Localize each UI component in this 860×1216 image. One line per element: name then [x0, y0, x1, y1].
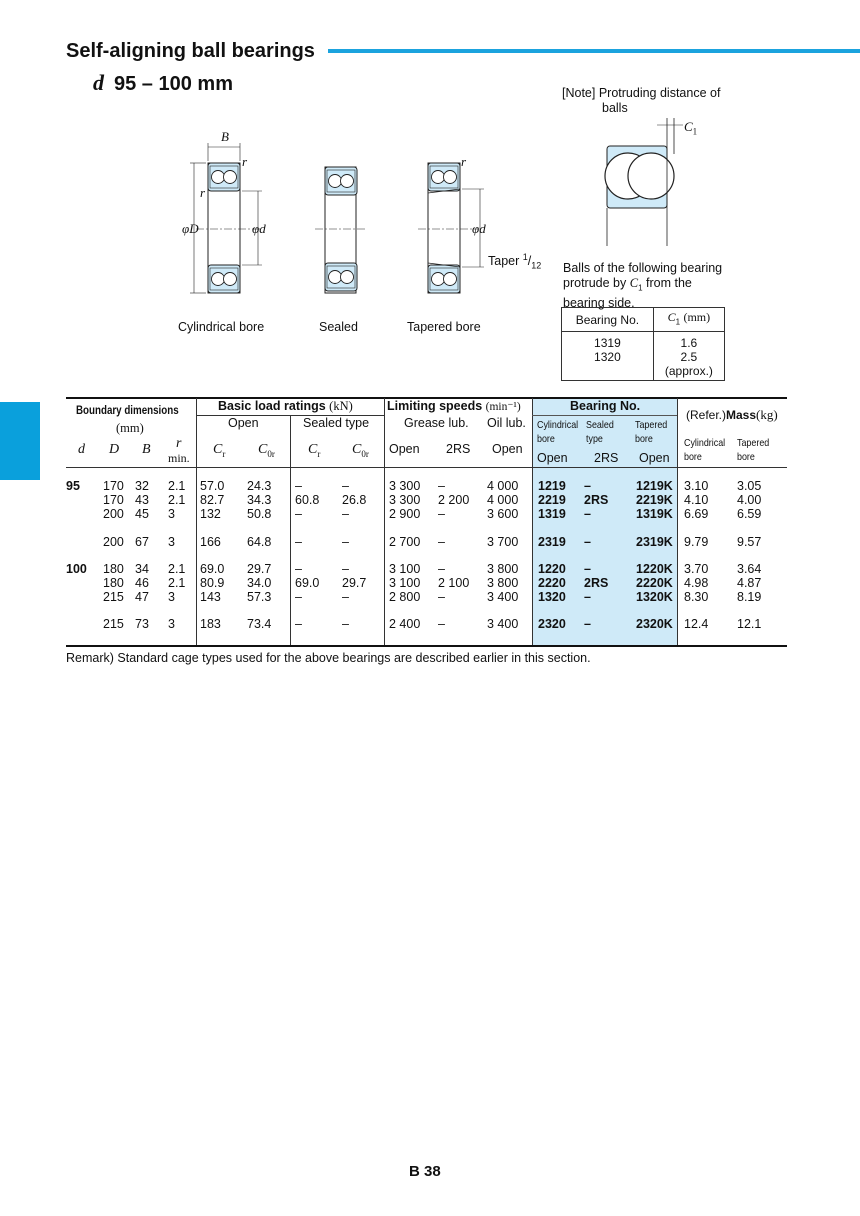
- cell-m-tap: 6.59: [737, 507, 762, 521]
- header-r: r: [176, 436, 182, 451]
- cell-cr: 143: [200, 590, 221, 604]
- cell-m-tap: 9.57: [737, 535, 762, 549]
- cell-D: 215: [103, 590, 124, 604]
- cell-B: 32: [135, 479, 149, 493]
- cell-cr: 82.7: [200, 493, 225, 507]
- protrusion-c1-1: 1.6: [653, 332, 724, 351]
- cell-scr: –: [295, 562, 302, 576]
- cell-sc0r: –: [342, 590, 349, 604]
- cell-b-seal: –: [584, 617, 591, 631]
- cell-cr: 57.0: [200, 479, 225, 493]
- cell-m-cyl: 4.10: [684, 493, 709, 507]
- table-row: [0, 617, 860, 631]
- subtitle-range: 95 – 100 mm: [114, 73, 233, 95]
- table-row: [0, 507, 860, 521]
- dim-D-label: φD: [182, 221, 199, 236]
- cell-m-cyl: 6.69: [684, 507, 709, 521]
- header-b-open-tapered: Open: [639, 451, 670, 465]
- protrusion-table: [561, 307, 725, 381]
- dim-d-label-tapered: φd: [472, 221, 486, 236]
- cell-b-cyl: 1320: [538, 590, 566, 604]
- cell-b-tap: 1220K: [636, 562, 673, 576]
- protrusion-header-c1: $C_1$ (mm): [653, 308, 724, 332]
- header-load-open: Open: [228, 416, 259, 430]
- cell-m-cyl: 4.98: [684, 576, 709, 590]
- header-b-open: Open: [537, 451, 568, 465]
- cell-scr: –: [295, 590, 302, 604]
- cell-scr: –: [295, 507, 302, 521]
- header-oil: Oil lub.: [487, 416, 526, 430]
- cell-b-cyl: 2219: [538, 493, 566, 507]
- cell-m-tap: 3.64: [737, 562, 762, 576]
- cell-b-seal: –: [584, 562, 591, 576]
- cell-scr: –: [295, 617, 302, 631]
- cell-c0r: 73.4: [247, 617, 272, 631]
- cell-r: 2.1: [168, 562, 186, 576]
- dim-B-label: B: [221, 129, 229, 144]
- header-speed-open-oil: Open: [492, 442, 523, 456]
- cell-g-2rs: –: [438, 617, 445, 631]
- table-row: [0, 590, 860, 604]
- cell-B: 43: [135, 493, 149, 507]
- caption-cylindrical-bore: Cylindrical bore: [178, 320, 265, 334]
- cell-oil: 3 800: [487, 576, 519, 590]
- cell-b-tap: 1320K: [636, 590, 673, 604]
- cell-b-cyl: 2320: [538, 617, 566, 631]
- cell-b-seal: 2RS: [584, 576, 609, 590]
- cell-cr: 69.0: [200, 562, 225, 576]
- cell-g-2rs: –: [438, 562, 445, 576]
- header-m-tap: Tapered bore: [737, 437, 770, 463]
- protrusion-bearing-1: 1319: [594, 336, 621, 351]
- header-limiting-speeds: Limiting speeds (min⁻¹): [387, 399, 521, 413]
- cell-oil: 3 400: [487, 617, 519, 631]
- protrusion-c1-2: 2.5: [653, 350, 724, 364]
- cell-g-open: 3 300: [389, 479, 421, 493]
- caption-tapered-bore: Tapered bore: [407, 320, 481, 334]
- cell-b-tap: 2220K: [636, 576, 673, 590]
- page-number: B 38: [409, 1163, 441, 1180]
- cell-scr: 60.8: [295, 493, 320, 507]
- cell-g-open: 2 400: [389, 617, 421, 631]
- cell-b-cyl: 1220: [538, 562, 566, 576]
- subtitle-symbol: d: [93, 70, 104, 95]
- cell-m-cyl: 3.10: [684, 479, 709, 493]
- cell-b-seal: –: [584, 590, 591, 604]
- cell-sc0r: –: [342, 507, 349, 521]
- cell-sc0r: 29.7: [342, 576, 367, 590]
- cell-m-cyl: 12.4: [684, 617, 709, 631]
- cell-g-2rs: –: [438, 535, 445, 549]
- header-B: B: [142, 442, 151, 457]
- cell-cr: 132: [200, 507, 221, 521]
- cell-r: 3: [168, 507, 175, 521]
- cell-sc0r: –: [342, 479, 349, 493]
- cell-c0r: 24.3: [247, 479, 272, 493]
- cell-g-2rs: –: [438, 590, 445, 604]
- cell-oil: 3 800: [487, 562, 519, 576]
- cell-g-open: 3 100: [389, 562, 421, 576]
- cell-r: 3: [168, 617, 175, 631]
- header-D: D: [109, 442, 120, 457]
- cell-b-tap: 1319K: [636, 507, 673, 521]
- cell-m-cyl: 9.79: [684, 535, 709, 549]
- cell-D: 200: [103, 535, 124, 549]
- cell-D: 200: [103, 507, 124, 521]
- header-b-cyl: Cylindrical bore: [537, 419, 579, 445]
- cell-r: 3: [168, 590, 175, 604]
- cell-g-open: 3 100: [389, 576, 421, 590]
- cell-g-2rs: –: [438, 479, 445, 493]
- header-speed-2rs: 2RS: [446, 442, 471, 456]
- cell-scr: –: [295, 479, 302, 493]
- header-load-ratings: Basic load ratings (kN): [218, 399, 353, 413]
- cell-cr: 166: [200, 535, 221, 549]
- header-boundary: Boundary dimensions: [76, 405, 179, 417]
- remark: Remark) Standard cage types used for the above bearings are described earlier in this section.: [66, 651, 591, 665]
- cell-g-2rs: 2 100: [438, 576, 470, 590]
- cell-oil: 3 400: [487, 590, 519, 604]
- note-heading: [Note] Protruding distance of balls: [562, 86, 721, 115]
- table-bottom-rule: [66, 645, 787, 647]
- cell-b-cyl: 1319: [538, 507, 566, 521]
- cell-r: 2.1: [168, 493, 186, 507]
- table-row: [0, 479, 860, 493]
- cell-b-tap: 2319K: [636, 535, 673, 549]
- cell-d: 95: [66, 479, 80, 493]
- header-rmin: min.: [168, 451, 190, 465]
- cell-oil: 4 000: [487, 479, 519, 493]
- cell-b-seal: 2RS: [584, 493, 609, 507]
- cell-m-tap: 4.87: [737, 576, 762, 590]
- cylindrical-bore-drawing: [190, 143, 262, 293]
- cell-B: 34: [135, 562, 149, 576]
- table-header-rule: [66, 467, 787, 468]
- cell-D: 215: [103, 617, 124, 631]
- header-bearing-no: Bearing No.: [570, 399, 641, 413]
- header-b-sealed: Sealed type: [586, 419, 614, 445]
- dim-r-label-top: r: [242, 154, 248, 169]
- cell-oil: 3 700: [487, 535, 519, 549]
- cell-B: 73: [135, 617, 149, 631]
- cell-B: 46: [135, 576, 149, 590]
- cell-r: 2.1: [168, 576, 186, 590]
- cell-b-seal: –: [584, 507, 591, 521]
- cell-g-2rs: –: [438, 507, 445, 521]
- page-subtitle: [93, 70, 233, 96]
- table-row: [0, 493, 860, 507]
- cell-b-tap: 1219K: [636, 479, 673, 493]
- title-rule: [328, 49, 860, 53]
- cell-cr: 183: [200, 617, 221, 631]
- cell-r: 3: [168, 535, 175, 549]
- page-title: Self-aligning ball bearings: [66, 40, 315, 62]
- cell-m-tap: 3.05: [737, 479, 762, 493]
- cell-g-open: 3 300: [389, 493, 421, 507]
- header-cr-open: $C_r$: [213, 442, 226, 459]
- cell-sc0r: 26.8: [342, 493, 367, 507]
- table-row: [0, 576, 860, 590]
- cell-m-cyl: 8.30: [684, 590, 709, 604]
- header-b-tapered: Tapered bore: [635, 419, 668, 445]
- header-mass: (Refer.)Mass(kg): [686, 407, 778, 422]
- cell-c0r: 57.3: [247, 590, 272, 604]
- cell-B: 45: [135, 507, 149, 521]
- cell-c0r: 29.7: [247, 562, 272, 576]
- cell-B: 67: [135, 535, 149, 549]
- cell-D: 170: [103, 479, 124, 493]
- cell-c0r: 34.3: [247, 493, 272, 507]
- cell-m-tap: 12.1: [737, 617, 762, 631]
- header-boundary-unit: (mm): [116, 421, 144, 435]
- header-speed-open: Open: [389, 442, 420, 456]
- cell-b-seal: –: [584, 535, 591, 549]
- cell-cr: 80.9: [200, 576, 225, 590]
- cell-b-cyl: 2220: [538, 576, 566, 590]
- section-side-tab: [0, 402, 40, 480]
- cell-b-seal: –: [584, 479, 591, 493]
- bearing-drawings: [170, 125, 560, 310]
- c1-dim-label: $C_1$: [684, 119, 698, 137]
- cell-g-open: 2 800: [389, 590, 421, 604]
- header-cr-sealed: $C_r$: [308, 442, 321, 459]
- protrusion-bearing-2: 1320: [594, 350, 621, 365]
- cell-oil: 3 600: [487, 507, 519, 521]
- cell-g-open: 2 700: [389, 535, 421, 549]
- dim-r-label-side: r: [200, 185, 206, 200]
- cell-c0r: 64.8: [247, 535, 272, 549]
- cell-b-cyl: 1219: [538, 479, 566, 493]
- cell-scr: –: [295, 535, 302, 549]
- header-load-sealed: Sealed type: [303, 416, 370, 430]
- header-c0r-open: $C_{0r}$: [258, 442, 275, 459]
- cell-m-tap: 8.19: [737, 590, 762, 604]
- cell-sc0r: –: [342, 617, 349, 631]
- header-c0r-sealed: $C_{0r}$: [352, 442, 369, 459]
- dim-r-label-tapered: r: [461, 154, 467, 169]
- cell-b-tap: 2219K: [636, 493, 673, 507]
- cell-B: 47: [135, 590, 149, 604]
- cell-scr: 69.0: [295, 576, 320, 590]
- protrusion-drawing: [595, 118, 705, 248]
- cell-m-cyl: 3.70: [684, 562, 709, 576]
- caption-sealed: Sealed: [319, 320, 358, 334]
- dim-d-label: φd: [252, 221, 266, 236]
- header-m-cyl: Cylindrical bore: [684, 437, 726, 463]
- cell-m-tap: 4.00: [737, 493, 762, 507]
- cell-D: 170: [103, 493, 124, 507]
- cell-sc0r: –: [342, 562, 349, 576]
- cell-c0r: 34.0: [247, 576, 272, 590]
- cell-b-cyl: 2319: [538, 535, 566, 549]
- taper-label: Taper $^1/_{12}$: [488, 252, 542, 271]
- cell-b-tap: 2320K: [636, 617, 673, 631]
- sealed-drawing: [315, 167, 366, 293]
- cell-D: 180: [103, 576, 124, 590]
- cell-r: 2.1: [168, 479, 186, 493]
- protrusion-approx: (approx.): [653, 364, 724, 381]
- cell-g-2rs: 2 200: [438, 493, 470, 507]
- protrusion-header-bearing: Bearing No.: [562, 308, 654, 332]
- header-d: d: [78, 442, 85, 457]
- table-row: [0, 535, 860, 549]
- cell-oil: 4 000: [487, 493, 519, 507]
- header-grease: Grease lub.: [404, 416, 469, 430]
- table-row: [0, 562, 860, 576]
- note-text: Balls of the following bearing protrude by $C_1$ from the bearing side.: [563, 261, 723, 310]
- cell-sc0r: –: [342, 535, 349, 549]
- cell-c0r: 50.8: [247, 507, 272, 521]
- cell-D: 180: [103, 562, 124, 576]
- cell-g-open: 2 900: [389, 507, 421, 521]
- cell-d: 100: [66, 562, 87, 576]
- header-b-2rs: 2RS: [594, 451, 619, 465]
